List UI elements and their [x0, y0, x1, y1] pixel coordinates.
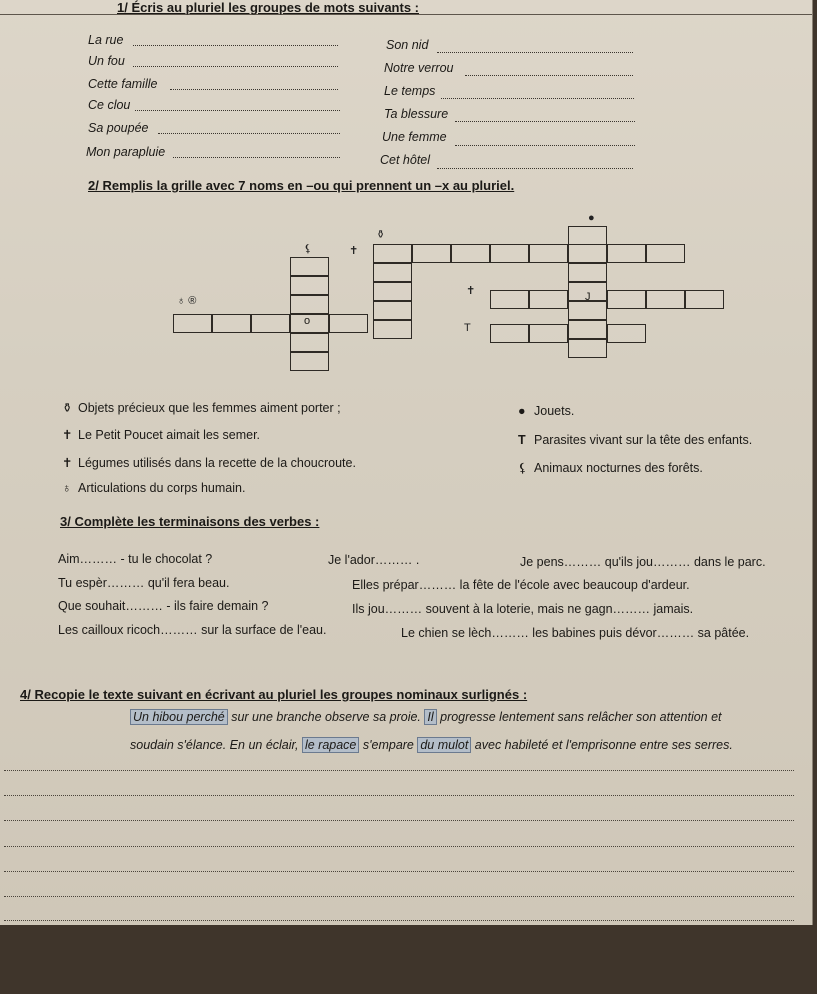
- ex1-right-3: Le temps: [384, 84, 436, 98]
- grid-letter-o: o: [304, 315, 311, 327]
- highlighted-phrase: Il: [424, 709, 436, 725]
- louse-icon: T: [464, 322, 471, 334]
- ex3-title: 3/ Complète les terminaisons des verbes :: [60, 514, 320, 529]
- ex3-r3-a: Que souhait……… - ils faire demain ?: [58, 599, 269, 613]
- clue-left-4: ♁ Articulations du corps humain.: [62, 481, 246, 495]
- grid-cell[interactable]: [490, 324, 529, 343]
- clue-right-1: ● Jouets.: [518, 404, 575, 418]
- writing-line[interactable]: [4, 871, 794, 872]
- ex3-r2-a: Tu espèr……… qu'il fera beau.: [58, 576, 230, 590]
- grid-cell[interactable]: [568, 244, 607, 263]
- cabbage-icon: ✝: [466, 285, 476, 297]
- answer-line[interactable]: [455, 145, 635, 146]
- ex1-left-5: Sa poupée: [88, 121, 149, 135]
- ex1-title: 1/ Écris au pluriel les groupes de mots suivants :: [117, 0, 419, 15]
- highlighted-phrase: le rapace: [302, 737, 359, 753]
- ex1-right-4: Ta blessure: [384, 107, 449, 121]
- grid-cell[interactable]: [568, 226, 607, 245]
- owl-icon: ⚸: [518, 461, 528, 475]
- cabbage-icon: ✝: [62, 456, 73, 470]
- grid-cell[interactable]: [568, 263, 607, 282]
- grid-cell[interactable]: [412, 244, 451, 263]
- knee-icon: ♁: [62, 481, 72, 495]
- grid-cell[interactable]: [646, 244, 685, 263]
- grid-cell[interactable]: [529, 244, 568, 263]
- grid-cell[interactable]: [373, 320, 412, 339]
- ex1-left-4: Ce clou: [88, 98, 131, 112]
- grid-cell[interactable]: [451, 244, 490, 263]
- toy-icon: ●: [518, 404, 526, 418]
- grid-cell[interactable]: [568, 320, 607, 339]
- answer-line[interactable]: [133, 45, 338, 46]
- owl-icon: ⚸: [304, 243, 313, 255]
- grid-cell[interactable]: [568, 339, 607, 358]
- answer-line[interactable]: [441, 98, 634, 99]
- answer-line[interactable]: [437, 168, 633, 169]
- ex1-right-2: Notre verrou: [384, 61, 454, 75]
- grid-cell[interactable]: [607, 290, 646, 309]
- pebble-icon: ✝: [62, 428, 73, 442]
- answer-line[interactable]: [173, 157, 340, 158]
- ex4-title: 4/ Recopie le texte suivant en écrivant au pluriel les groupes nominaux surlignés :: [20, 687, 528, 702]
- highlighted-phrase: du mulot: [417, 737, 471, 753]
- grid-cell[interactable]: [529, 324, 568, 343]
- ex2-title: 2/ Remplis la grille avec 7 noms en –ou qui prennent un –x au pluriel.: [88, 178, 515, 193]
- grid-cell[interactable]: [490, 244, 529, 263]
- grid-cell[interactable]: [173, 314, 212, 333]
- clue-left-3: ✝ Légumes utilisés dans la recette de la choucroute.: [62, 456, 356, 470]
- highlighted-phrase: Un hibou perché: [130, 709, 228, 725]
- grid-cell[interactable]: [490, 290, 529, 309]
- writing-line[interactable]: [4, 820, 794, 821]
- ex3-r4-a: Les cailloux ricoch……… sur la surface de l'eau.: [58, 623, 327, 637]
- ex3-r1-a: Aim……… - tu le chocolat ?: [58, 552, 213, 566]
- ex1-right-1: Son nid: [386, 38, 429, 52]
- louse-icon: T: [518, 433, 526, 447]
- writing-line[interactable]: [4, 846, 794, 847]
- grid-cell[interactable]: [290, 352, 329, 371]
- grid-cell[interactable]: [685, 290, 724, 309]
- ex1-left-2: Un fou: [88, 54, 125, 68]
- ex4-text-line2: soudain s'élance. En un éclair, le rapace s'empare du mulot avec habileté et l'emprisonne entre ses serres.: [130, 738, 733, 752]
- grid-cell[interactable]: [212, 314, 251, 333]
- grid-cell[interactable]: [373, 244, 412, 263]
- answer-line[interactable]: [133, 66, 338, 67]
- grid-cell[interactable]: [529, 290, 568, 309]
- ex1-right-5: Une femme: [382, 130, 447, 144]
- ring-icon: ⚱: [62, 401, 73, 415]
- ex4-text-line1: Un hibou perché sur une branche observe sa proie. Il progresse lentement sans relâcher son attention et: [130, 710, 722, 724]
- grid-cell[interactable]: [290, 333, 329, 352]
- writing-line[interactable]: [4, 770, 794, 771]
- ex3-r3-b: Ils jou……… souvent à la loterie, mais ne gagn……… jamais.: [352, 602, 694, 616]
- grid-cell[interactable]: [607, 324, 646, 343]
- grid-cell[interactable]: [373, 282, 412, 301]
- grid-letter-j: J: [585, 291, 591, 303]
- ex1-left-3: Cette famille: [88, 77, 158, 91]
- answer-line[interactable]: [170, 89, 338, 90]
- knee-icon: ♁ ®: [177, 295, 197, 307]
- grid-cell[interactable]: [251, 314, 290, 333]
- toy-icon: ●: [588, 212, 595, 224]
- ex3-r2-b: Elles prépar……… la fête de l'école avec beaucoup d'ardeur.: [352, 578, 690, 592]
- grid-cell[interactable]: [373, 263, 412, 282]
- grid-cell[interactable]: [646, 290, 685, 309]
- grid-cell[interactable]: [290, 276, 329, 295]
- answer-line[interactable]: [455, 121, 635, 122]
- ex3-r1-b: Je l'ador……… .: [328, 553, 420, 567]
- ring-icon: ⚱: [376, 229, 386, 241]
- writing-line[interactable]: [4, 896, 794, 897]
- ex1-left-1: La rue: [88, 33, 124, 47]
- ex3-r4-b: Le chien se lèch……… les babines puis dévor……… sa pâtée.: [401, 626, 750, 640]
- clue-right-2: T Parasites vivant sur la tête des enfants.: [518, 433, 753, 447]
- grid-cell[interactable]: [568, 301, 607, 320]
- ex1-left-6: Mon parapluie: [86, 145, 166, 159]
- answer-line[interactable]: [135, 110, 340, 111]
- answer-line[interactable]: [465, 75, 633, 76]
- writing-line[interactable]: [4, 920, 794, 921]
- grid-cell[interactable]: [607, 244, 646, 263]
- answer-line[interactable]: [158, 133, 340, 134]
- pebble-icon: ✝: [349, 245, 359, 257]
- answer-line[interactable]: [437, 52, 633, 53]
- clue-left-2: ✝ Le Petit Poucet aimait les semer.: [62, 428, 261, 442]
- grid-cell[interactable]: [290, 257, 329, 276]
- ex3-r1-c: Je pens……… qu'ils jou……… dans le parc.: [520, 555, 766, 569]
- writing-line[interactable]: [4, 795, 794, 796]
- grid-cell[interactable]: [373, 301, 412, 320]
- clue-right-3: ⚸ Animaux nocturnes des forêts.: [518, 461, 703, 475]
- grid-cell[interactable]: [329, 314, 368, 333]
- grid-cell[interactable]: [290, 295, 329, 314]
- ex1-right-6: Cet hôtel: [380, 153, 431, 167]
- clue-left-1: ⚱ Objets précieux que les femmes aiment porter ;: [62, 401, 341, 415]
